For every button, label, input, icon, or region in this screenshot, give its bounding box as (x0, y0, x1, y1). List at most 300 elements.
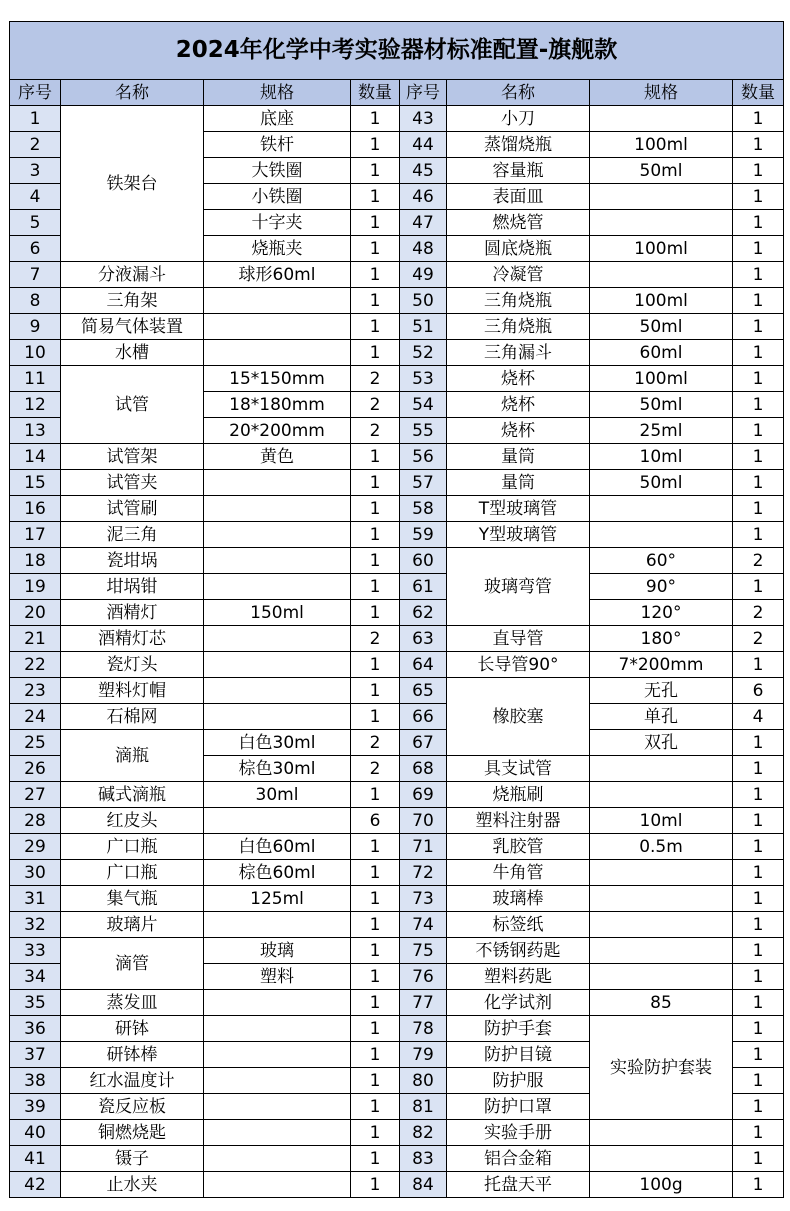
seq-cell: 68 (400, 756, 447, 782)
spec-cell (590, 106, 733, 132)
table-row (10, 678, 784, 704)
equipment-table (9, 21, 784, 1198)
spec-cell (204, 990, 351, 1016)
seq-cell: 82 (400, 1120, 447, 1146)
qty-cell: 1 (351, 158, 400, 184)
table-title: 2024年化学中考实验器材标准配置-旗舰款 (10, 22, 784, 80)
seq-cell: 6 (10, 236, 61, 262)
qty-cell: 1 (351, 496, 400, 522)
qty-cell: 1 (733, 392, 784, 418)
name-cell: 广口瓶 (61, 860, 204, 886)
seq-cell: 31 (10, 886, 61, 912)
name-cell: 蒸发皿 (61, 990, 204, 1016)
qty-cell: 1 (733, 418, 784, 444)
header-row (10, 80, 784, 106)
seq-cell: 77 (400, 990, 447, 1016)
table-row (10, 652, 784, 678)
qty-cell: 2 (733, 600, 784, 626)
seq-cell: 25 (10, 730, 61, 756)
seq-cell: 35 (10, 990, 61, 1016)
spec-cell: 烧瓶夹 (204, 236, 351, 262)
table-row (10, 1146, 784, 1172)
seq-cell: 4 (10, 184, 61, 210)
seq-cell: 12 (10, 392, 61, 418)
qty-cell: 1 (351, 184, 400, 210)
name-cell: 镊子 (61, 1146, 204, 1172)
qty-cell: 1 (351, 886, 400, 912)
qty-cell: 1 (733, 756, 784, 782)
spec-cell: 100ml (590, 236, 733, 262)
seq-cell: 84 (400, 1172, 447, 1198)
name-cell: 试管刷 (61, 496, 204, 522)
table-row (10, 314, 784, 340)
qty-cell: 1 (351, 288, 400, 314)
seq-cell: 76 (400, 964, 447, 990)
qty-cell: 1 (351, 1094, 400, 1120)
seq-cell: 15 (10, 470, 61, 496)
spec-cell: 棕色60ml (204, 860, 351, 886)
header-spec-right: 规格 (590, 80, 733, 106)
seq-cell: 63 (400, 626, 447, 652)
spec-cell: 150ml (204, 600, 351, 626)
table-row (10, 730, 784, 756)
seq-cell: 22 (10, 652, 61, 678)
qty-cell: 1 (351, 444, 400, 470)
qty-cell: 1 (733, 860, 784, 886)
name-cell: 三角架 (61, 288, 204, 314)
name-cell: 塑料灯帽 (61, 678, 204, 704)
name-cell: 乳胶管 (447, 834, 590, 860)
table-row (10, 444, 784, 470)
name-cell: 三角漏斗 (447, 340, 590, 366)
seq-cell: 37 (10, 1042, 61, 1068)
name-cell: 集气瓶 (61, 886, 204, 912)
name-cell: 标签纸 (447, 912, 590, 938)
spec-cell: 180° (590, 626, 733, 652)
seq-cell: 57 (400, 470, 447, 496)
qty-cell: 1 (733, 210, 784, 236)
name-cell: 瓷灯头 (61, 652, 204, 678)
name-cell: 三角烧瓶 (447, 288, 590, 314)
seq-cell: 53 (400, 366, 447, 392)
spec-cell: 60° (590, 548, 733, 574)
spec-cell (590, 262, 733, 288)
qty-cell: 2 (351, 756, 400, 782)
seq-cell: 79 (400, 1042, 447, 1068)
table-row (10, 1016, 784, 1042)
qty-cell: 4 (733, 704, 784, 730)
qty-cell: 1 (351, 678, 400, 704)
name-cell: 瓷坩埚 (61, 548, 204, 574)
seq-cell: 36 (10, 1016, 61, 1042)
seq-cell: 26 (10, 756, 61, 782)
name-cell: 橡胶塞 (447, 678, 590, 756)
spec-cell: 0.5m (590, 834, 733, 860)
seq-cell: 2 (10, 132, 61, 158)
name-cell: Y型玻璃管 (447, 522, 590, 548)
qty-cell: 1 (351, 912, 400, 938)
table-row (10, 288, 784, 314)
name-cell: 铜燃烧匙 (61, 1120, 204, 1146)
header-seq-right: 序号 (400, 80, 447, 106)
seq-cell: 20 (10, 600, 61, 626)
table-row (10, 340, 784, 366)
table-row (10, 860, 784, 886)
name-cell: 烧瓶刷 (447, 782, 590, 808)
qty-cell: 1 (351, 1016, 400, 1042)
spec-cell (590, 886, 733, 912)
name-cell: 试管架 (61, 444, 204, 470)
table-row (10, 106, 784, 132)
spec-cell (204, 808, 351, 834)
spec-cell: 黄色 (204, 444, 351, 470)
spec-cell: 棕色30ml (204, 756, 351, 782)
qty-cell: 1 (733, 366, 784, 392)
spec-cell: 100g (590, 1172, 733, 1198)
qty-cell: 1 (351, 782, 400, 808)
name-cell: 水槽 (61, 340, 204, 366)
spec-cell (204, 288, 351, 314)
spec-cell: 铁杆 (204, 132, 351, 158)
qty-cell: 1 (351, 834, 400, 860)
name-cell: 铁架台 (61, 106, 204, 262)
seq-cell: 62 (400, 600, 447, 626)
table-row (10, 938, 784, 964)
spec-cell (590, 964, 733, 990)
seq-cell: 73 (400, 886, 447, 912)
qty-cell: 1 (733, 106, 784, 132)
seq-cell: 46 (400, 184, 447, 210)
header-name-left: 名称 (61, 80, 204, 106)
name-cell: 冷凝管 (447, 262, 590, 288)
qty-cell: 1 (351, 548, 400, 574)
spec-cell: 单孔 (590, 704, 733, 730)
table-row (10, 574, 784, 600)
spec-cell (590, 756, 733, 782)
spec-cell: 小铁圈 (204, 184, 351, 210)
spec-cell: 双孔 (590, 730, 733, 756)
seq-cell: 5 (10, 210, 61, 236)
seq-cell: 24 (10, 704, 61, 730)
seq-cell: 78 (400, 1016, 447, 1042)
qty-cell: 1 (733, 938, 784, 964)
qty-cell: 1 (351, 600, 400, 626)
qty-cell: 2 (351, 626, 400, 652)
seq-cell: 55 (400, 418, 447, 444)
table-row (10, 496, 784, 522)
title-row (10, 22, 784, 80)
name-cell: 托盘天平 (447, 1172, 590, 1198)
name-cell: 量筒 (447, 470, 590, 496)
spec-cell (204, 1042, 351, 1068)
qty-cell: 1 (733, 184, 784, 210)
table-row (10, 262, 784, 288)
seq-cell: 44 (400, 132, 447, 158)
seq-cell: 16 (10, 496, 61, 522)
table-row (10, 912, 784, 938)
qty-cell: 1 (733, 1016, 784, 1042)
spec-cell (204, 340, 351, 366)
name-cell: 酒精灯芯 (61, 626, 204, 652)
name-cell: 燃烧管 (447, 210, 590, 236)
qty-cell: 1 (733, 1172, 784, 1198)
spec-cell (204, 1146, 351, 1172)
seq-cell: 61 (400, 574, 447, 600)
table-row (10, 548, 784, 574)
header-qty-left: 数量 (351, 80, 400, 106)
table-row (10, 886, 784, 912)
qty-cell: 1 (351, 1042, 400, 1068)
spec-cell: 25ml (590, 418, 733, 444)
spec-cell (590, 860, 733, 886)
name-cell: 小刀 (447, 106, 590, 132)
qty-cell: 2 (733, 548, 784, 574)
name-cell: 研钵 (61, 1016, 204, 1042)
seq-cell: 41 (10, 1146, 61, 1172)
seq-cell: 7 (10, 262, 61, 288)
name-cell: 化学试剂 (447, 990, 590, 1016)
header-spec-left: 规格 (204, 80, 351, 106)
spec-cell: 50ml (590, 314, 733, 340)
seq-cell: 34 (10, 964, 61, 990)
seq-cell: 74 (400, 912, 447, 938)
qty-cell: 1 (351, 1172, 400, 1198)
spec-cell (590, 912, 733, 938)
seq-cell: 52 (400, 340, 447, 366)
table-row (10, 834, 784, 860)
header-qty-right: 数量 (733, 80, 784, 106)
seq-cell: 70 (400, 808, 447, 834)
seq-cell: 81 (400, 1094, 447, 1120)
seq-cell: 38 (10, 1068, 61, 1094)
name-cell: 滴管 (61, 938, 204, 990)
seq-cell: 29 (10, 834, 61, 860)
qty-cell: 1 (733, 132, 784, 158)
name-cell: 量筒 (447, 444, 590, 470)
seq-cell: 9 (10, 314, 61, 340)
spec-cell (204, 1068, 351, 1094)
name-cell: 容量瓶 (447, 158, 590, 184)
seq-cell: 67 (400, 730, 447, 756)
seq-cell: 45 (400, 158, 447, 184)
name-cell: 不锈钢药匙 (447, 938, 590, 964)
name-cell: 瓷反应板 (61, 1094, 204, 1120)
name-cell: 试管 (61, 366, 204, 444)
spec-cell (204, 314, 351, 340)
spec-cell: 50ml (590, 392, 733, 418)
name-cell: 塑料药匙 (447, 964, 590, 990)
spec-cell (204, 626, 351, 652)
name-cell: 烧杯 (447, 366, 590, 392)
qty-cell: 1 (351, 522, 400, 548)
spec-cell: 10ml (590, 444, 733, 470)
spec-cell: 球形60ml (204, 262, 351, 288)
seq-cell: 48 (400, 236, 447, 262)
seq-cell: 8 (10, 288, 61, 314)
qty-cell: 1 (351, 704, 400, 730)
qty-cell: 1 (733, 158, 784, 184)
seq-cell: 17 (10, 522, 61, 548)
table-row (10, 600, 784, 626)
name-cell: 三角烧瓶 (447, 314, 590, 340)
seq-cell: 72 (400, 860, 447, 886)
name-cell: 碱式滴瓶 (61, 782, 204, 808)
qty-cell: 1 (351, 1068, 400, 1094)
seq-cell: 13 (10, 418, 61, 444)
spec-cell: 十字夹 (204, 210, 351, 236)
seq-cell: 51 (400, 314, 447, 340)
name-cell: 烧杯 (447, 418, 590, 444)
seq-cell: 40 (10, 1120, 61, 1146)
spec-cell (204, 522, 351, 548)
name-cell: 具支试管 (447, 756, 590, 782)
table-row (10, 1120, 784, 1146)
spec-cell: 100ml (590, 132, 733, 158)
seq-cell: 14 (10, 444, 61, 470)
spec-cell: 玻璃 (204, 938, 351, 964)
seq-cell: 23 (10, 678, 61, 704)
qty-cell: 1 (733, 314, 784, 340)
qty-cell: 6 (733, 678, 784, 704)
seq-cell: 66 (400, 704, 447, 730)
spec-cell: 无孔 (590, 678, 733, 704)
qty-cell: 1 (351, 964, 400, 990)
name-cell: 广口瓶 (61, 834, 204, 860)
seq-cell: 65 (400, 678, 447, 704)
qty-cell: 1 (351, 990, 400, 1016)
name-cell: 坩埚钳 (61, 574, 204, 600)
qty-cell: 2 (733, 626, 784, 652)
spec-cell: 白色30ml (204, 730, 351, 756)
qty-cell: 1 (733, 236, 784, 262)
qty-cell: 1 (351, 262, 400, 288)
name-cell: 试管夹 (61, 470, 204, 496)
seq-cell: 27 (10, 782, 61, 808)
qty-cell: 1 (351, 210, 400, 236)
spec-cell (590, 496, 733, 522)
spec-cell (204, 548, 351, 574)
qty-cell: 1 (733, 834, 784, 860)
qty-cell: 1 (733, 288, 784, 314)
seq-cell: 60 (400, 548, 447, 574)
qty-cell: 1 (733, 444, 784, 470)
spec-cell: 125ml (204, 886, 351, 912)
seq-cell: 50 (400, 288, 447, 314)
seq-cell: 64 (400, 652, 447, 678)
spec-cell (590, 782, 733, 808)
name-cell: 玻璃片 (61, 912, 204, 938)
seq-cell: 83 (400, 1146, 447, 1172)
spec-cell: 100ml (590, 288, 733, 314)
qty-cell: 1 (733, 990, 784, 1016)
qty-cell: 1 (733, 912, 784, 938)
seq-cell: 54 (400, 392, 447, 418)
qty-cell: 1 (351, 470, 400, 496)
spec-cell (204, 912, 351, 938)
seq-cell: 59 (400, 522, 447, 548)
qty-cell: 1 (733, 1120, 784, 1146)
header-seq-left: 序号 (10, 80, 61, 106)
spec-cell: 100ml (590, 366, 733, 392)
seq-cell: 32 (10, 912, 61, 938)
qty-cell: 1 (733, 470, 784, 496)
name-cell: 滴瓶 (61, 730, 204, 782)
spec-cell: 50ml (590, 470, 733, 496)
spec-cell: 50ml (590, 158, 733, 184)
seq-cell: 1 (10, 106, 61, 132)
qty-cell: 1 (733, 808, 784, 834)
spec-cell: 20*200mm (204, 418, 351, 444)
seq-cell: 21 (10, 626, 61, 652)
spec-cell (590, 1120, 733, 1146)
name-cell: 玻璃弯管 (447, 548, 590, 626)
qty-cell: 1 (733, 1068, 784, 1094)
name-cell: 防护口罩 (447, 1094, 590, 1120)
spec-cell: 60ml (590, 340, 733, 366)
table-row (10, 782, 784, 808)
spec-cell: 30ml (204, 782, 351, 808)
qty-cell: 1 (351, 1120, 400, 1146)
name-cell: 玻璃棒 (447, 886, 590, 912)
seq-cell: 80 (400, 1068, 447, 1094)
name-cell: 石棉网 (61, 704, 204, 730)
seq-cell: 69 (400, 782, 447, 808)
seq-cell: 39 (10, 1094, 61, 1120)
name-cell: 止水夹 (61, 1172, 204, 1198)
spec-cell (590, 522, 733, 548)
qty-cell: 1 (351, 938, 400, 964)
seq-cell: 43 (400, 106, 447, 132)
name-cell: 泥三角 (61, 522, 204, 548)
header-name-right: 名称 (447, 80, 590, 106)
table-row (10, 990, 784, 1016)
qty-cell: 6 (351, 808, 400, 834)
name-cell: 直导管 (447, 626, 590, 652)
table-row (10, 626, 784, 652)
name-cell: 简易气体装置 (61, 314, 204, 340)
qty-cell: 1 (351, 860, 400, 886)
seq-cell: 58 (400, 496, 447, 522)
seq-cell: 49 (400, 262, 447, 288)
qty-cell: 1 (351, 574, 400, 600)
qty-cell: 1 (733, 964, 784, 990)
qty-cell: 1 (351, 1146, 400, 1172)
qty-cell: 1 (733, 340, 784, 366)
qty-cell: 2 (351, 418, 400, 444)
seq-cell: 28 (10, 808, 61, 834)
spec-cell (204, 1016, 351, 1042)
table-row (10, 704, 784, 730)
spec-cell: 大铁圈 (204, 158, 351, 184)
spec-cell: 白色60ml (204, 834, 351, 860)
spec-cell: 塑料 (204, 964, 351, 990)
seq-cell: 47 (400, 210, 447, 236)
name-cell: 长导管90° (447, 652, 590, 678)
spec-cell (590, 210, 733, 236)
qty-cell: 1 (351, 236, 400, 262)
qty-cell: 1 (733, 522, 784, 548)
seq-cell: 19 (10, 574, 61, 600)
qty-cell: 1 (733, 782, 784, 808)
spec-cell (204, 1120, 351, 1146)
seq-cell: 18 (10, 548, 61, 574)
spec-cell (204, 1172, 351, 1198)
name-cell: 牛角管 (447, 860, 590, 886)
seq-cell: 30 (10, 860, 61, 886)
name-cell: 蒸馏烧瓶 (447, 132, 590, 158)
spec-cell (204, 470, 351, 496)
seq-cell: 71 (400, 834, 447, 860)
